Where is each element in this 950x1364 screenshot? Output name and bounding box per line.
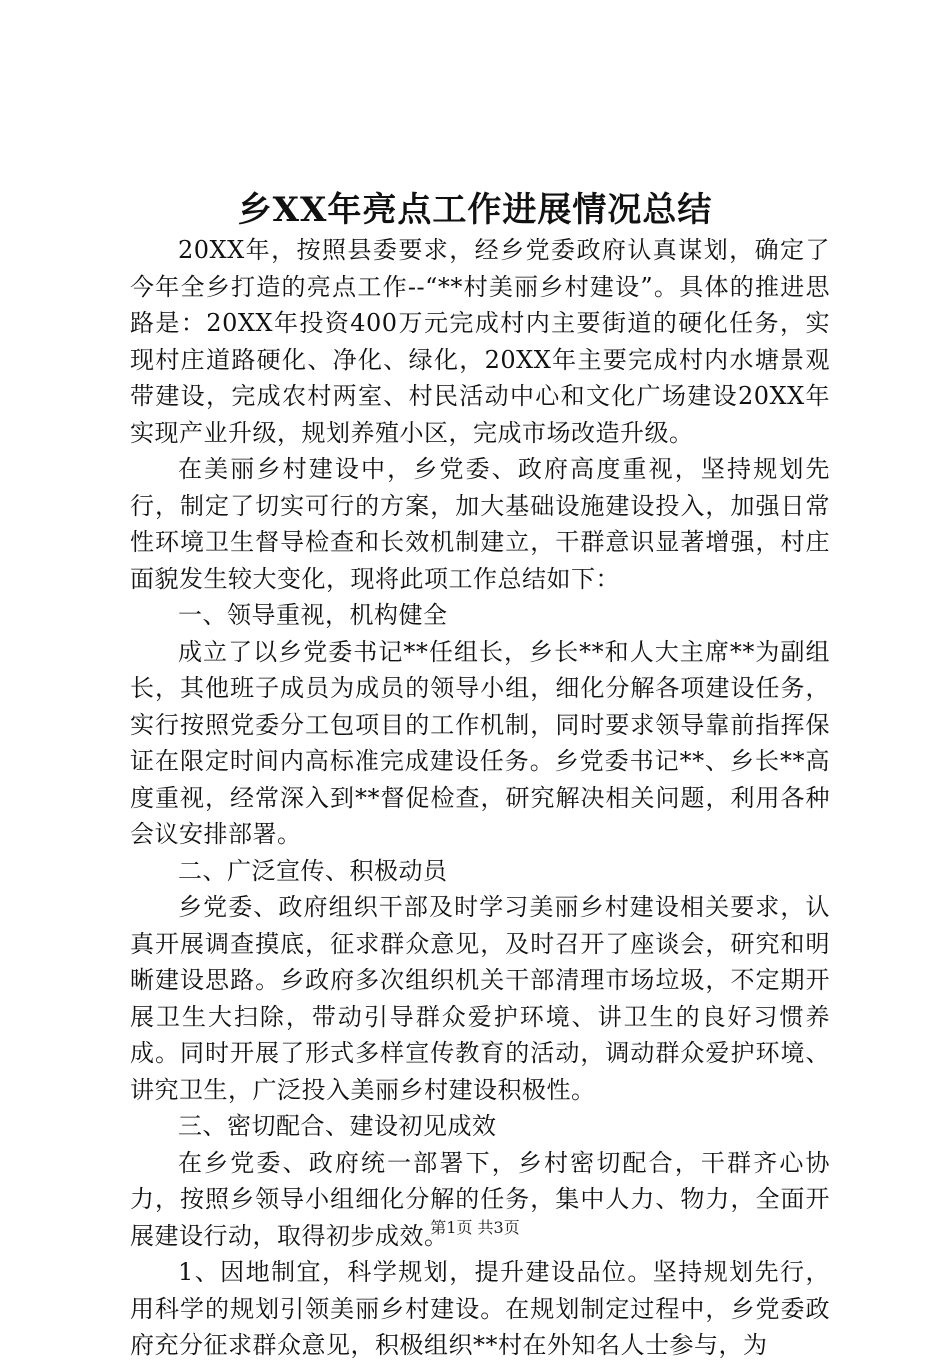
paragraph-subsection-1: 1、因地制宜，科学规划，提升建设品位。坚持规划先行，用科学的规划引领美丽乡村建设。在规划制定过程中，乡党委政府充分征求群众意见，积极组织**村在外知名人士参与，为 xyxy=(130,1258,830,1359)
document-body xyxy=(130,232,830,1364)
page-number-footer: 第1页 共3页 xyxy=(430,1218,520,1237)
document-title: 乡XX年亮点工作进展情况总结 xyxy=(237,190,713,230)
paragraph-section-3: 在乡党委、政府统一部署下，乡村密切配合，干群齐心协力，按照乡领导小组细化分解的任务，集中人力、物力，全面开展建设行动，取得初步成效。 xyxy=(130,1148,830,1250)
section-heading-3: 三、密切配合、建设初见成效 xyxy=(178,1112,497,1140)
section-heading-1: 一、领导重视，机构健全 xyxy=(178,601,448,629)
paragraph-overview: 在美丽乡村建设中，乡党委、政府高度重视，坚持规划先行，制定了切实可行的方案，加大基础设施建设投入，加强日常性环境卫生督导检查和长效机制建立，干群意识显著增强，村庄面貌发生较大变化，现将此项工作总结如下： xyxy=(130,455,830,593)
section-heading-2: 二、广泛宣传、积极动员 xyxy=(178,856,448,885)
paragraph-section-1: 成立了以乡党委书记**任组长，乡长**和人大主席**为副组长，其他班子成员为成员的领导小组，细化分解各项建设任务，实行按照党委分工包项目的工作机制，同时要求领导靠前指挥保证在限定时间内高标准完成建设任务。乡党委书记**、乡长**高度重视，经常深入到**督促检查，研究解决相关问题，利用各种会议安排部署。 xyxy=(130,637,830,848)
paragraph-intro: 20XX年，按照县委要求，经乡党委政府认真谋划，确定了今年全乡打造的亮点工作--“**村美丽乡村建设”。具体的推进思路是：20XX年投资400万元完成村内主要街道的硬化任务，实现村庄道路硬化、净化、绿化，20XX年主要完成村内水塘景观带建设，完成农村两室、村民活动中心和文化广场建设20XX年实现产业升级，规划养殖小区，完成市场改造升级。 xyxy=(130,236,830,447)
paragraph-section-2: 乡党委、政府组织干部及时学习美丽乡村建设相关要求，认真开展调查摸底，征求群众意见，及时召开了座谈会，研究和明晰建设思路。乡政府多次组织机关干部清理市场垃圾，不定期开展卫生大扫除，带动引导群众爱护环境、讲卫生的良好习惯养成。同时开展了形式多样宣传教育的活动，调动群众爱护环境、讲究卫生，广泛投入美丽乡村建设积极性。 xyxy=(130,893,830,1104)
